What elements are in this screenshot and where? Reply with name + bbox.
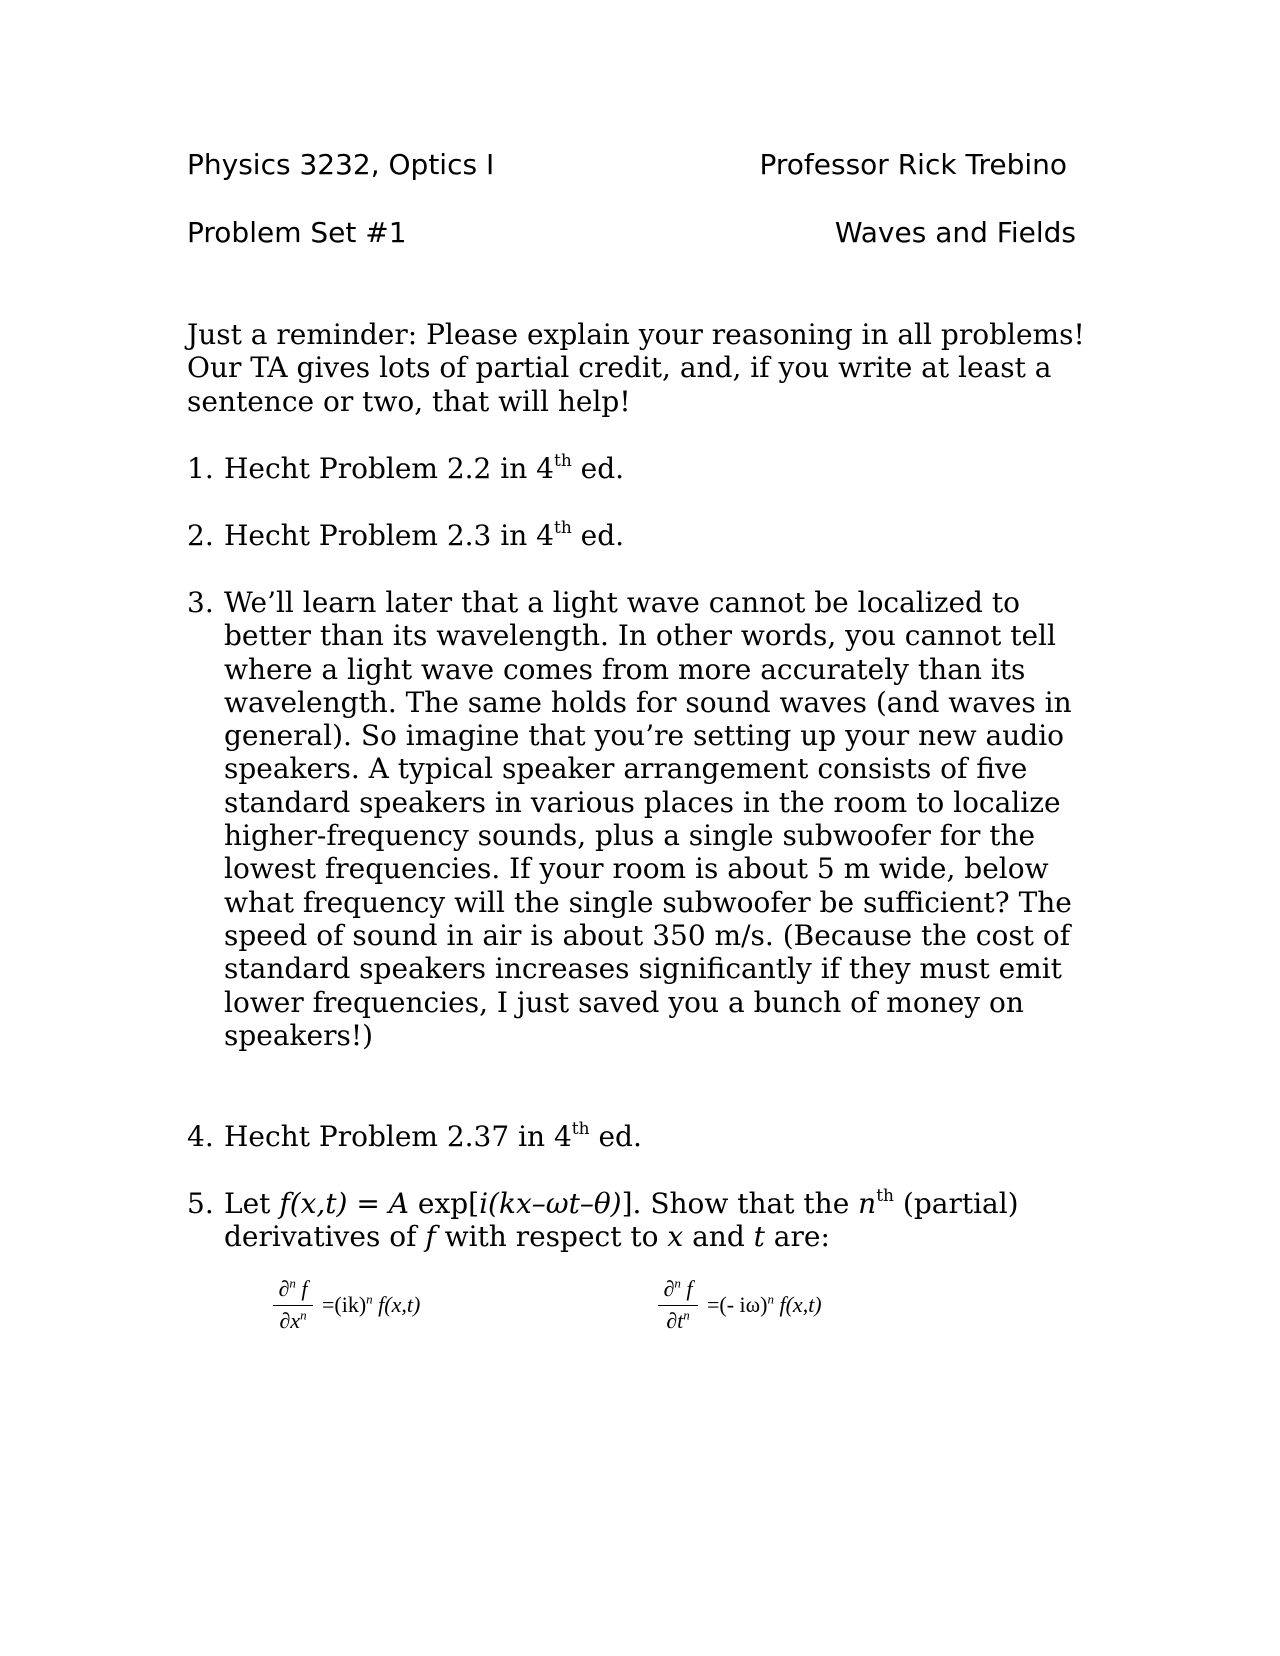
problem-item-3 xyxy=(187,586,1087,1052)
problem-number: 3. xyxy=(187,586,214,619)
problem-text: Let f(x,t) = A exp[i(kx–ωt–θ)]. Show that the $n^{th}$ (partial) derivatives of f with respect to x and t are: xyxy=(224,1185,1019,1254)
problem-number: 1. xyxy=(187,452,214,485)
equation-rhs: =(- iω)$^n$ f(x,t) xyxy=(707,1291,822,1317)
fraction-bar xyxy=(658,1305,698,1306)
reminder-paragraph: Just a reminder: Please explain your reasoning in all problems! Our TA gives lots of partial credit, and, if you write at least a sentence or two, that will help! xyxy=(187,318,1085,418)
problem-text: Hecht Problem 2.3 in 4th ed. xyxy=(224,517,625,552)
problem-item-1 xyxy=(187,452,1087,485)
problem-set-title: Problem Set #1 xyxy=(187,216,407,249)
problem-text: We’ll learn later that a light wave cannot be localized to better than its wavelength. In other words, you cannot tell where a light wave comes from more accurately than its wavelength. The same holds for sound waves (and waves in general). So imagine that you’re setting up your new audio speakers. A typical speaker arrangement consists of five standard speakers in various places in the room to localize higher-frequency sounds, plus a single subwoofer for the lowest frequencies. If your room is about 5 m wide, below what frequency will the single subwoofer be sufficient? The speed of sound in air is about 350 m/s. (Because the cost of standard speakers increases significantly if they must emit lower frequencies, I just saved you a bunch of money on speakers!) xyxy=(224,586,1072,1052)
problem-text: Hecht Problem 2.37 in 4th ed. xyxy=(224,1118,642,1153)
professor-name: Professor Rick Trebino xyxy=(759,148,1067,181)
problem-item-2 xyxy=(187,519,1087,552)
fraction-bar xyxy=(273,1305,313,1306)
problem-item-5 xyxy=(187,1187,1087,1254)
course-title: Physics 3232, Optics I xyxy=(187,148,495,181)
equation-rhs: =(ik)$^n$ f(x,t) xyxy=(322,1291,421,1317)
topic-title: Waves and Fields xyxy=(834,216,1076,249)
fraction-denominator: $\partial x^n$ xyxy=(279,1307,307,1333)
problem-number: 5. xyxy=(187,1187,214,1220)
fraction-numerator: ∂$^n$ f xyxy=(663,1275,693,1301)
fraction-numerator: ∂$^n$ f xyxy=(278,1275,308,1301)
problem-item-4 xyxy=(187,1120,1087,1153)
problem-text: Hecht Problem 2.2 in 4th ed. xyxy=(224,450,625,485)
fraction-denominator: $\partial t^n$ xyxy=(666,1307,690,1333)
problem-number: 4. xyxy=(187,1120,214,1153)
problem-number: 2. xyxy=(187,519,214,552)
